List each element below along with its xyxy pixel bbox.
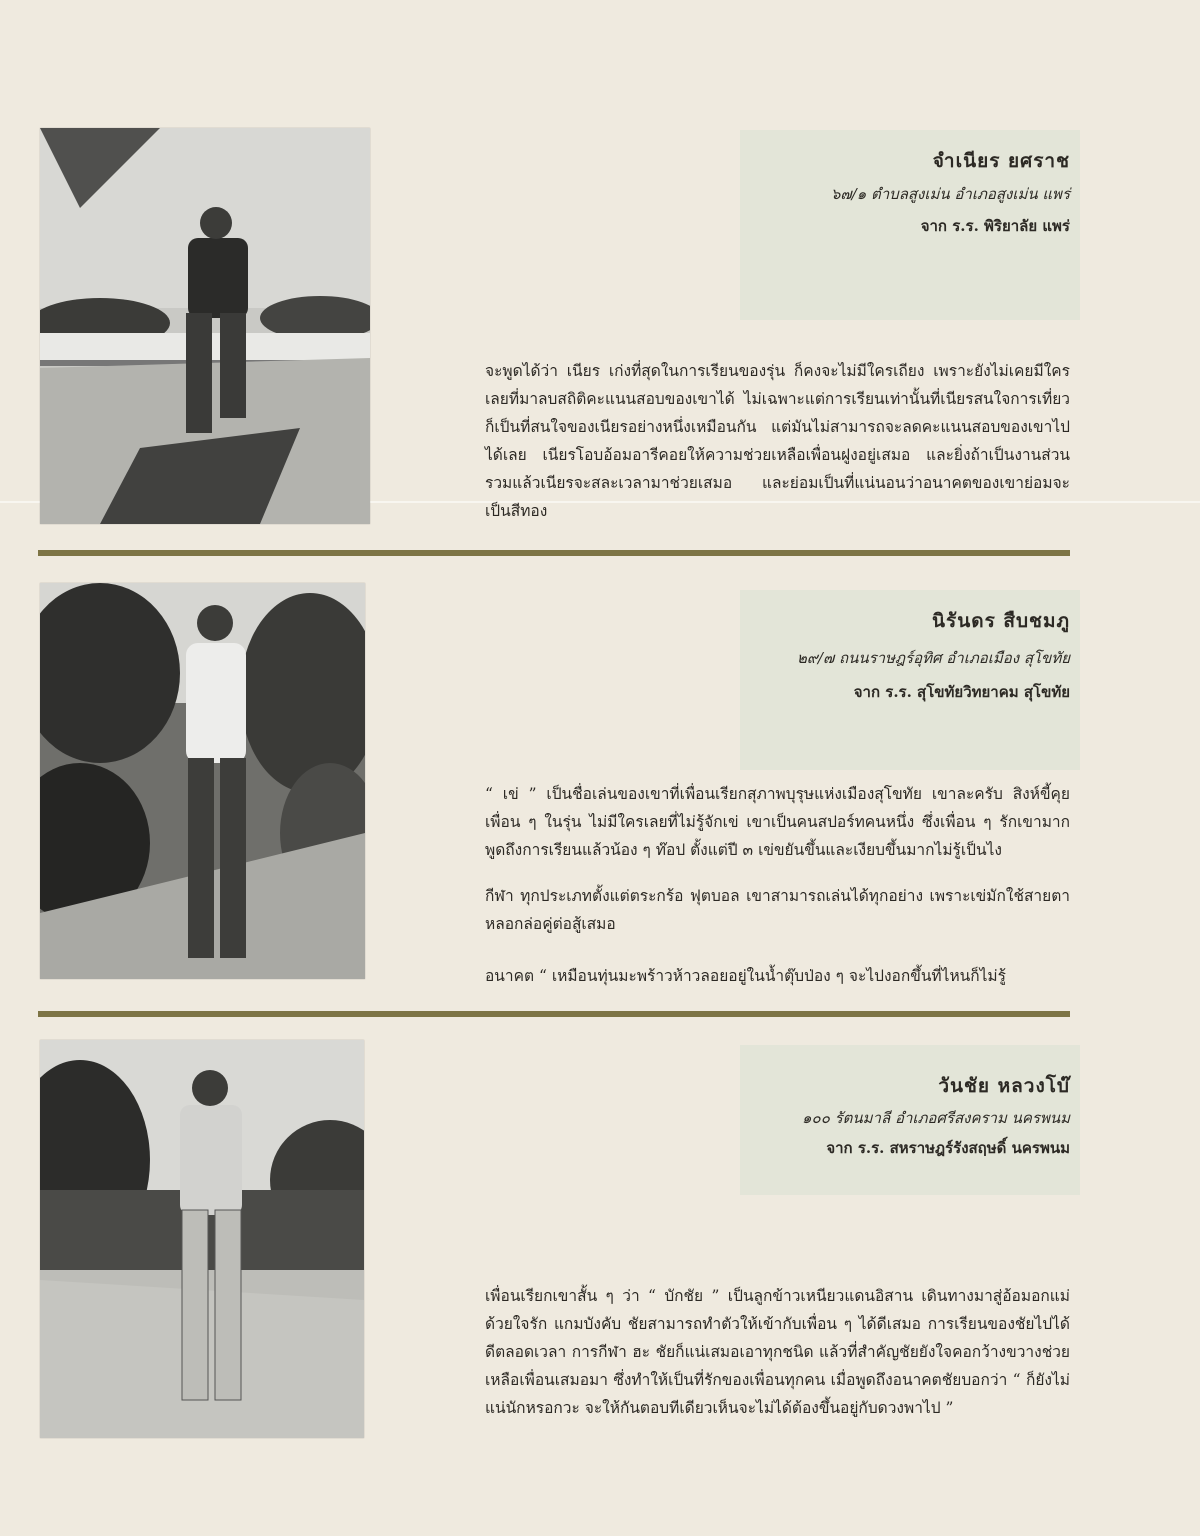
- person-address: ๒๙/๗ ถนนราษฎร์อุทิศ อำเภอเมือง สุโขทัย: [797, 649, 1070, 667]
- section-divider: [38, 1011, 1070, 1017]
- person-name: จำเนียร ยศราช: [932, 150, 1070, 172]
- person-name: วันชัย หลวงโบ๊: [938, 1075, 1070, 1097]
- biography-paragraph: จะพูดได้ว่า เนียร เก่งที่สุดในการเรียนของรุ่น ก็คงจะไม่มีใครเถียง เพราะยังไม่เคยมีใครเลยที่มาลบสถิติคะแนนสอบของเขาได้ ไม่เฉพาะแต่การเรียนเท่านั้นที่เนียรสนใจการเที่ยวก็เป็นที่สนใจของเนียรอย่างหนึ่งเหมือนกัน แต่มันไม่สามารถจะลดคะแนนสอบของเขาไปได้เลย เนียรโอบอ้อมอารีคอยให้ความช่วยเหลือเพื่อนฝูงอยู่เสมอ และยิ่งถ้าเป็นงานส่วนรวมแล้วเนียรจะสละเวลามาช่วยเสมอ และย่อมเป็นที่แน่นอนว่าอนาคตของเขาย่อมจะเป็นสีทอง: [485, 362, 1070, 520]
- person-school: จาก ร.ร. สหราษฎร์รังสฤษดิ์ นครพนม: [826, 1139, 1070, 1157]
- person-name: นิรันดร สืบชมภู: [932, 610, 1070, 632]
- portrait-photo: [40, 1040, 364, 1438]
- section-divider: [38, 550, 1070, 556]
- biography-paragraph: เพื่อนเรียกเขาสั้น ๆ ว่า “ บักชัย ” เป็นลูกข้าวเหนียวแดนอิสาน เดินทางมาสู่อ้อมอกแม่ด้วยใจรัก แกมบังคับ ชัยสามารถทำตัวให้เข้ากับเพื่อน ๆ ได้ดีเสมอ การเรียนของชัยไปได้ดีตลอดเวลา การกีฬา ฮะ ชัยก็แน่เสมอเอาทุกชนิด แล้วที่สำคัญชัยยังใจคอกว้างขวางช่วยเหลือเพื่อนเสมอมา ซึ่งทำให้เป็นที่รักของเพื่อนทุกคน เมื่อพูดถึงอนาคตชัยบอกว่า “ ก็ยังไม่แน่นักหรอกวะ จะให้กันตอบทีเดียวเห็นจะไม่ได้ต้องขึ้นอยู่กับดวงพาไป ”: [485, 1287, 1070, 1417]
- biography-paragraph: กีฬา ทุกประเภทตั้งแต่ตระกร้อ ฟุตบอล เขาสามารถเล่นได้ทุกอย่าง เพราะเข่มักใช้สายตาหลอกล่อคู่ต่อสู้เสมอ: [485, 887, 1070, 933]
- person-address: ๖๗/๑ ตำบลสูงเม่น อำเภอสูงเม่น แพร่: [830, 185, 1070, 203]
- biography-paragraph: อนาคต “ เหมือนทุ่นมะพร้าวห้าวลอยอยู่ในน้ำตุ๊บป่อง ๆ จะไปงอกขึ้นที่ไหนก็ไม่รู้: [485, 967, 1006, 985]
- portrait-photo: [40, 583, 365, 979]
- person-school: จาก ร.ร. พิริยาลัย แพร่: [920, 217, 1070, 235]
- biography-paragraph: “ เข่ ” เป็นชื่อเล่นของเขาที่เพื่อนเรียกสุภาพบุรุษแห่งเมืองสุโขทัย เขาละครับ สิงห์ขี้คุยเพื่อน ๆ ในรุ่น ไม่มีใครเลยที่ไม่รู้จักเข่ เขาเป็นคนสปอร์ทคนหนึ่ง ซึ่งเพื่อน ๆ รักเขามาก พูดถึงการเรียนแล้วน้อง ๆ ท๊อป ตั้งแต่ปี ๓ เข่ขยันขึ้นและเงียบขึ้นมากไม่รู้เป็นไง: [485, 785, 1070, 859]
- portrait-photo: [40, 128, 370, 524]
- person-school: จาก ร.ร. สุโขทัยวิทยาคม สุโขทัย: [853, 683, 1070, 701]
- person-address: ๑๐๐ รัตนมาลี อำเภอศรีสงคราม นครพนม: [802, 1109, 1070, 1127]
